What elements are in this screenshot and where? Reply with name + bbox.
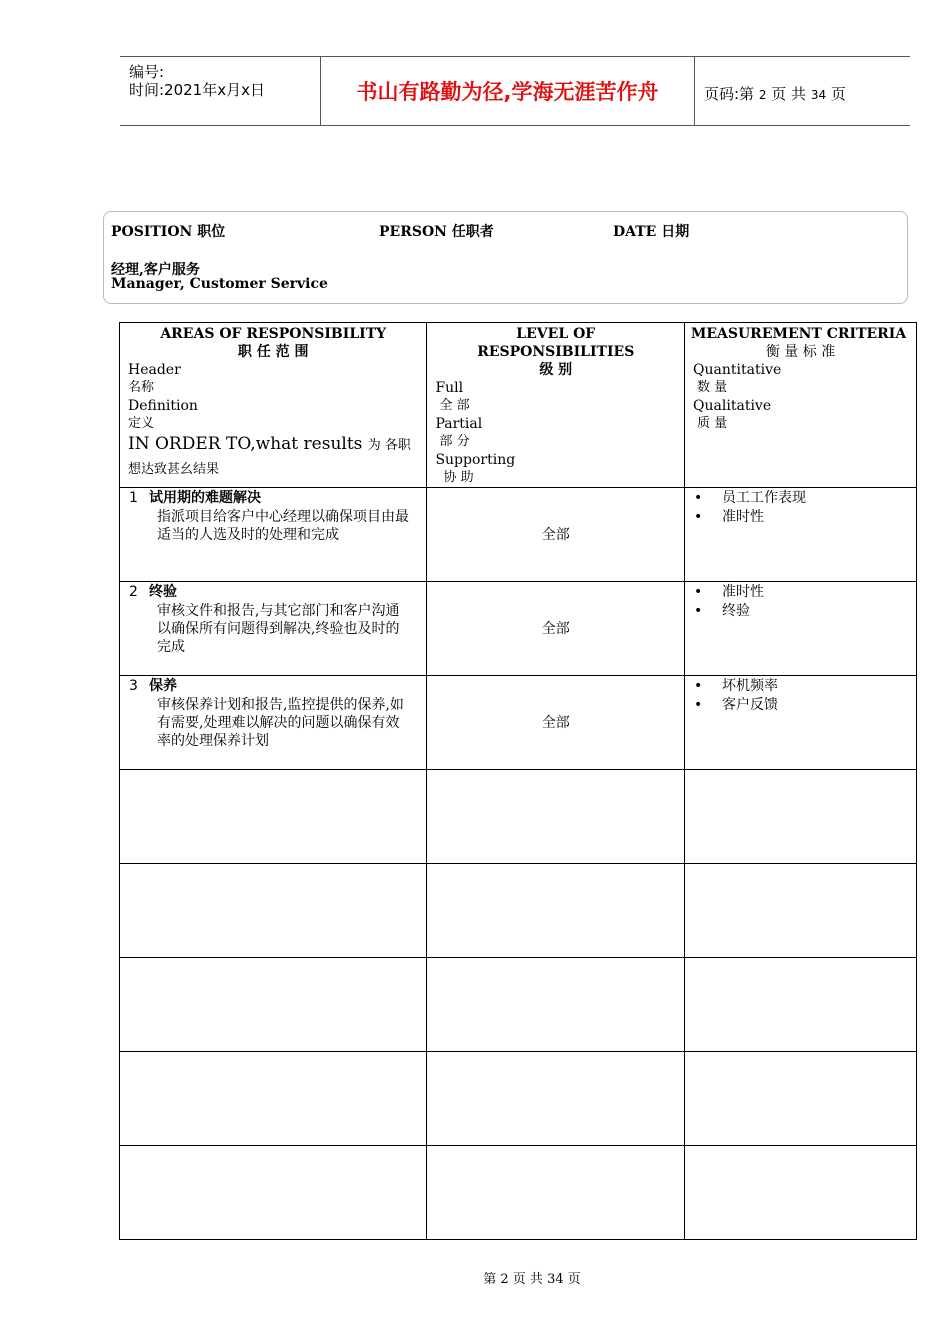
empty-table-row xyxy=(120,958,917,1052)
list-item: • 客户反馈 xyxy=(722,696,916,715)
empty-table-row xyxy=(120,770,917,864)
date-label: DATE 日期 xyxy=(613,224,690,240)
position-title-cn: 经理,客户服务 xyxy=(111,262,200,278)
empty-table-row xyxy=(120,1146,917,1240)
list-item: • 坏机频率 xyxy=(722,677,916,696)
table-header-row xyxy=(120,323,917,488)
empty-table-row xyxy=(120,1052,917,1146)
area-cell: 2 终验 审核文件和报告,与其它部门和客户沟通以确保所有问题得到解决,终验也及时的完成 xyxy=(120,582,427,676)
position-info-box xyxy=(103,211,908,304)
motto: 书山有路勤为径,学海无涯苦作舟 xyxy=(321,57,695,125)
page-indicator: 页码:第 2 页 共 34 页 xyxy=(704,85,846,103)
area-cell: 3 保养 审核保养计划和报告,监控提供的保养,如有需要,处理难以解决的问题以确保有效率的处理保养计划 xyxy=(120,676,427,770)
serial-label: 编号: xyxy=(129,63,165,81)
measurement-header-cell: MEASUREMENT CRITERIA 衡 量 标 准 Quantitative 数 量 Qualitative 质 量 xyxy=(685,323,917,488)
page-footer: 第 2 页 共 34 页 xyxy=(483,1272,581,1287)
level-header-cell: LEVEL OF RESPONSIBILITIES 级 别 Full 全 部 Partial 部 分 Supporting 协 助 xyxy=(427,323,685,488)
person-label: PERSON 任职者 xyxy=(379,224,494,240)
empty-table-row xyxy=(120,864,917,958)
document-header xyxy=(120,56,910,126)
list-item: • 终验 xyxy=(722,602,916,621)
table-row xyxy=(120,676,917,770)
list-item: • 员工工作表现 xyxy=(722,489,916,508)
list-item: • 准时性 xyxy=(722,583,916,602)
table-row xyxy=(120,582,917,676)
area-cell: 1 试用期的难题解决 指派项目给客户中心经理以确保项目由最适当的人选及时的处理和完成 xyxy=(120,488,427,582)
page-number: 2 xyxy=(758,88,767,102)
table-row xyxy=(120,488,917,582)
header-meta-cell xyxy=(120,57,321,125)
position-label: POSITION 职位 xyxy=(111,224,226,240)
criteria-cell xyxy=(685,488,917,582)
criteria-cell xyxy=(685,676,917,770)
list-item: • 准时性 xyxy=(722,508,916,527)
level-cell: 全部 xyxy=(427,582,685,676)
level-cell: 全部 xyxy=(427,488,685,582)
time-label: 时间:2021年x月x日 xyxy=(129,81,265,99)
responsibility-table xyxy=(119,322,917,1240)
position-title-en: Manager, Customer Service xyxy=(111,276,328,292)
page-total: 34 xyxy=(810,88,827,102)
level-cell: 全部 xyxy=(427,676,685,770)
areas-header-cell: AREAS OF RESPONSIBILITY 职 任 范 围 Header 名称 Definition 定义 IN ORDER TO,what results 为 各职 想达致甚幺结果 xyxy=(120,323,427,488)
criteria-cell xyxy=(685,582,917,676)
